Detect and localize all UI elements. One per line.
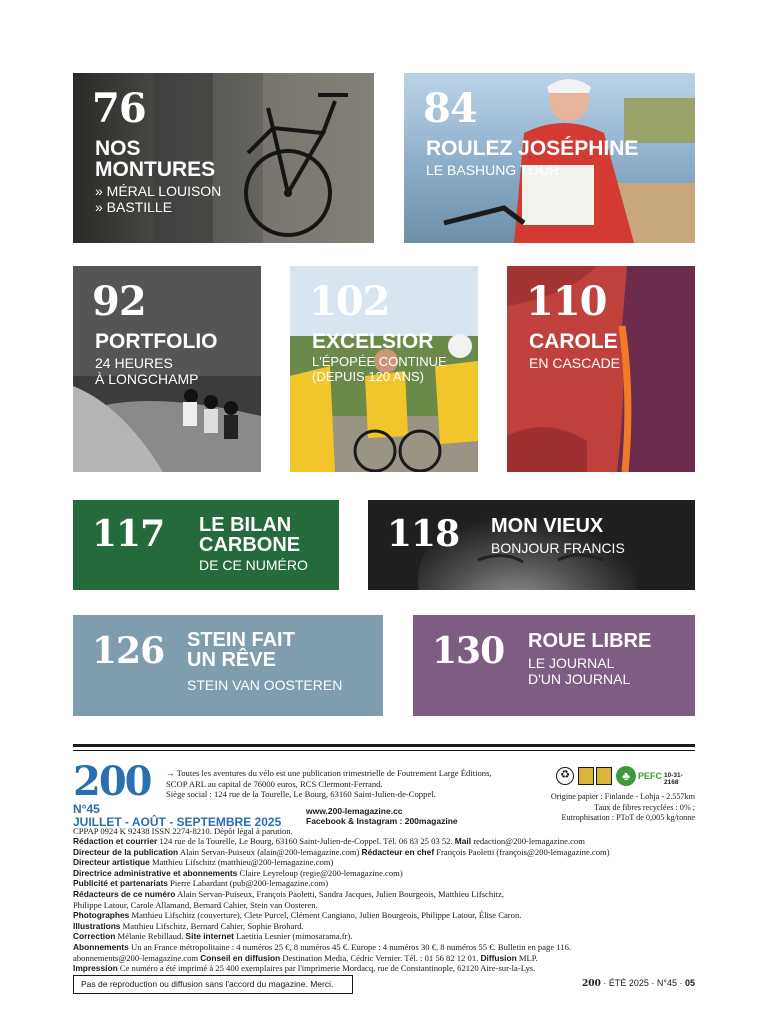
magazine-logo: 200 xyxy=(73,758,151,805)
divider xyxy=(73,750,695,751)
credit-label: Abonnements xyxy=(73,941,129,952)
credit-text: abonnements@200-lemagazine.com xyxy=(73,952,201,963)
credit-label: Directeur artistique xyxy=(73,857,150,868)
title-line: STEIN FAIT xyxy=(187,629,295,651)
page-number: 05 xyxy=(684,978,695,988)
tile-title xyxy=(312,331,433,352)
intro-text xyxy=(166,768,546,800)
toc-tile-excelsior[interactable] xyxy=(290,266,478,472)
page-number-110: 110 xyxy=(526,278,607,325)
title-line: CAROLE xyxy=(529,330,618,353)
issue-number: N°45 xyxy=(73,802,100,816)
folio-logo: 200 xyxy=(582,979,601,989)
website-link[interactable]: www.200-lemagazine.cc xyxy=(306,806,403,816)
divider xyxy=(73,744,695,747)
toc-tile-stein-fait-un-reve[interactable] xyxy=(73,615,383,716)
page-number-102: 102 xyxy=(309,278,390,325)
tile-subtitle xyxy=(528,655,630,687)
credit-line xyxy=(73,847,695,858)
subtitle-line: LE JOURNAL xyxy=(528,655,615,671)
paper-mill-icon xyxy=(578,767,594,785)
tile-title xyxy=(491,516,603,536)
title-line: ROUE LIBRE xyxy=(528,630,652,652)
tile-title xyxy=(426,138,638,159)
credit-label: Photographes xyxy=(73,910,130,921)
tile-title xyxy=(95,138,215,180)
credit-text: Pierre Labardant (pub@200-lemagazine.com) xyxy=(167,878,329,889)
tile-subtitle xyxy=(187,677,342,693)
credit-label: Rédacteurs de ce numéro xyxy=(73,888,176,899)
credit-text: Un an France métropolitaine : 4 numéros 25 €, 8 numéros 45 €. Europe : 4 numéros 30 €, 8 numéros 55 €. Bulletin en page 116. xyxy=(128,941,572,952)
credit-text: François Paoletti (françois@200-lemagazine.com) xyxy=(434,846,610,857)
intro-line: Siège social : 124 rue de la Tourelle, Le Bourg, 63160 Saint-Julien-de-Coppel. xyxy=(166,789,436,800)
page-number-76: 76 xyxy=(92,85,146,132)
folio xyxy=(582,978,695,989)
subtitle-line: » MÉRAL LOUISON xyxy=(95,183,222,199)
toc-tile-mon-vieux[interactable] xyxy=(368,500,695,590)
credit-text: 124 rue de la Tourelle, Le Bourg, 63160 Saint-Julien-de-Coppel. Tél. 06 83 25 03 52. xyxy=(157,836,455,846)
tile-title xyxy=(95,331,218,352)
credit-line xyxy=(73,889,695,900)
tile-title xyxy=(199,515,300,555)
credit-line xyxy=(73,942,695,953)
copyright-notice xyxy=(73,975,353,994)
subtitle-line: » BASTILLE xyxy=(95,199,173,216)
tile-title xyxy=(528,631,651,651)
tile-title xyxy=(529,331,618,352)
recycle-icon: ♻ xyxy=(556,767,574,785)
toc-tile-carole[interactable] xyxy=(507,266,695,472)
page-number-92: 92 xyxy=(92,278,146,325)
tile-subtitle xyxy=(95,183,221,215)
title-line: MONTURES xyxy=(95,158,216,181)
credit-line xyxy=(73,963,695,974)
credit-line xyxy=(73,900,695,911)
credit-label: Impression xyxy=(73,963,118,974)
title-line: NOS xyxy=(95,137,141,160)
subtitle-line: À LONGCHAMP xyxy=(95,371,199,388)
credit-line xyxy=(73,953,695,964)
title-line: CARBONE xyxy=(199,534,301,556)
pefc-code: 10-31-2168 xyxy=(664,772,683,786)
credit-label: Conseil en diffusion xyxy=(200,952,281,963)
intro-line: SCOP ARL au capital de 76000 euros, RCS Clermont-Ferrand. xyxy=(166,778,383,789)
toc-tile-portfolio[interactable] xyxy=(73,266,261,472)
credit-label: Diffusion xyxy=(480,952,517,963)
credit-text: Destination Media, Cédric Vernier. Tél. : 01 56 82 12 01. xyxy=(280,952,481,963)
credit-text: Claire Leyreloup (regie@200-lemagazine.com) xyxy=(237,867,403,878)
credit-text: Alain Servan-Puiseux (alain@200-lemagazine.com) xyxy=(178,846,362,857)
page-number-130: 130 xyxy=(432,630,505,672)
credit-text: Mélanie Rebillaud. xyxy=(115,931,186,942)
credit-text: MLP. xyxy=(516,952,538,963)
page-number-126: 126 xyxy=(92,630,165,672)
toc-tile-roue-libre[interactable] xyxy=(413,615,695,716)
credit-text: Matthieu Lifschitz, Bernard Cahier, Sophie Brohard. xyxy=(120,920,304,931)
subtitle-line: LE BASHUNG TOUR xyxy=(426,162,560,178)
page-number-118: 118 xyxy=(387,513,460,555)
tile-subtitle xyxy=(529,355,620,371)
page-number-117: 117 xyxy=(92,513,165,555)
credit-label: Rédaction et courrier xyxy=(73,836,158,846)
credit-label: Publicité et partenariats xyxy=(73,878,168,889)
credit-line xyxy=(73,878,695,889)
paper-line: Eutrophisation : PToT de 0,005 kg/tonne xyxy=(561,813,695,822)
subtitle-line: (DEPUIS 120 ANS) xyxy=(312,368,424,384)
credit-text: Matthieu Lifschitz (couverture), Clete Purcel, Clément Cangiano, Julien Bourgeois, Philippe Latour, Élise Caron. xyxy=(129,910,522,921)
credit-line xyxy=(73,868,695,879)
credit-label: Rédacteur en chef xyxy=(361,846,435,857)
credit-label: Correction xyxy=(73,931,116,942)
credits-block xyxy=(73,836,695,974)
subtitle-line: BONJOUR FRANCIS xyxy=(491,540,625,556)
tile-subtitle xyxy=(426,162,559,178)
issue-date: JUILLET - AOÛT - SEPTEMBRE 2025 xyxy=(73,815,282,829)
subtitle-line: DE CE NUMÉRO xyxy=(199,557,308,573)
credit-line xyxy=(73,857,695,868)
toc-tile-bilan-carbone[interactable] xyxy=(73,500,339,590)
tile-subtitle xyxy=(312,355,447,385)
paper-line: Origine papier : Finlande - Lohja - 2.557km xyxy=(550,792,695,801)
toc-tile-roulez-josephine[interactable] xyxy=(404,73,695,243)
title-line: ROULEZ JOSÉPHINE xyxy=(426,137,639,160)
pefc-tree-icon: ♣ xyxy=(616,766,636,786)
credit-line xyxy=(73,921,695,932)
folio-text: · ÉTÉ 2025 · N°45 · xyxy=(600,978,685,988)
tile-subtitle xyxy=(491,540,625,556)
credit-label: Site internet xyxy=(185,931,234,942)
notice-text: Pas de reproduction ou diffusion sans l'accord du magazine. Merci. xyxy=(81,979,334,989)
credit-line xyxy=(73,910,695,921)
intro-line: → Toutes les aventures du vélo est une publication trimestrielle de Foutrement Large Éditions, xyxy=(166,768,492,778)
credit-label: Directrice administrative et abonnements xyxy=(73,867,238,878)
paper-origin-info xyxy=(500,792,695,824)
certification-logos xyxy=(556,765,696,787)
tile-subtitle xyxy=(199,557,308,573)
social-handle[interactable]: Facebook & Instagram : 200magazine xyxy=(306,816,458,826)
credit-text: Matthieu Lifschitz (matthieu@200-lemagazine.com) xyxy=(149,857,334,868)
subtitle-line: 24 HEURES xyxy=(95,355,173,371)
paper-line: Taux de fibres recyclées : 0% ; xyxy=(594,802,695,812)
credit-text: Philippe Latour, Carole Allamand, Bernard Cahier, Stein van Oosteren. xyxy=(73,899,318,910)
paper-roll-icon xyxy=(596,767,612,785)
credit-text: redaction@200-lemagazine.com xyxy=(471,836,585,846)
pefc-label: PEFC xyxy=(638,771,663,781)
title-line: LE BILAN xyxy=(199,514,292,536)
cppap-line: CPPAP 0924 K 92438 ISSN 2274-8210. Dépôt légal à parution. xyxy=(73,826,293,836)
title-line: UN RÊVE xyxy=(187,649,276,671)
credit-text: Ce numéro a été imprimé à 25 400 exemplaires par l'imprimerie Mordacq, rue de Constantinople, 62120 Aire-sur-la-Lys. xyxy=(117,963,536,974)
credit-line xyxy=(73,836,695,847)
tile-title xyxy=(187,630,295,670)
credit-text: Laetitia Lesnier (mimosarama.fr). xyxy=(233,931,353,942)
subtitle-line: STEIN VAN OOSTEREN xyxy=(187,677,343,693)
tile-subtitle xyxy=(95,355,198,387)
credit-label: Illustrations xyxy=(73,920,121,931)
title-line: MON VIEUX xyxy=(491,515,604,537)
title-line: PORTFOLIO xyxy=(95,330,218,353)
credit-label: Directeur de la publication xyxy=(73,846,179,857)
toc-tile-nos-montures[interactable] xyxy=(73,73,374,243)
subtitle-line: L'ÉPOPÉE CONTINUE xyxy=(312,354,447,369)
credit-text: Alain Servan-Puiseux, François Paoletti, Sandra Jacques, Julien Bourgeois, Matthieu Lifschitz, xyxy=(175,888,504,899)
credit-label: Mail xyxy=(454,836,472,846)
title-line: EXCELSIOR xyxy=(312,330,434,353)
page-number-84: 84 xyxy=(423,85,477,132)
credit-line xyxy=(73,931,695,942)
subtitle-line: D'UN JOURNAL xyxy=(528,671,631,688)
subtitle-line: EN CASCADE xyxy=(529,355,621,371)
